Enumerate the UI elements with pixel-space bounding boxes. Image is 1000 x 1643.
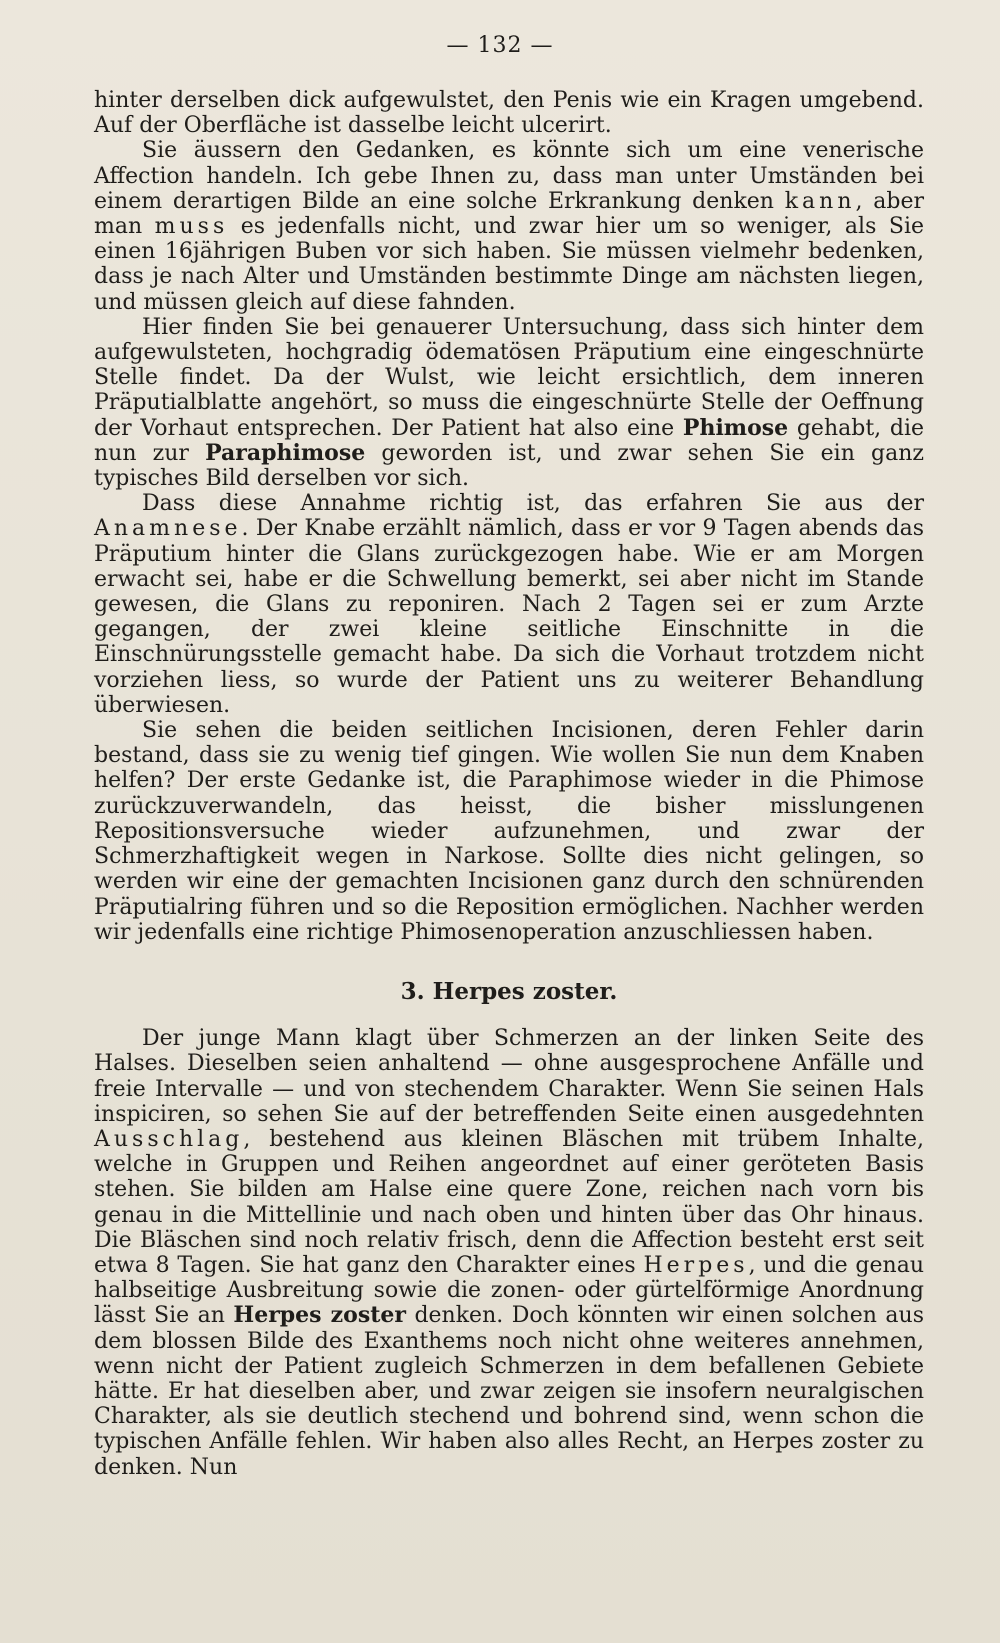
paragraph: Sie äussern den Gedanken, es könnte sich um eine venerische Affection handeln. Ich gebe Ihnen zu, dass man unter Umständen bei einem derartigen Bilde an eine solche Erkrankung denken kann, aber man muss es jedenfalls nicht, und zwar hier um so weniger, als Sie einen 16jährigen Buben vor sich haben. Sie müssen vielmehr bedenken, dass je nach Alter und Umständen bestimmte Dinge am nächsten liegen, und müssen gleich auf diese fahnden. — [94, 138, 924, 315]
body-text — [94, 88, 924, 1480]
term-bold: Paraphimose — [205, 439, 366, 466]
paragraph: Dass diese Annahme richtig ist, das erfahren Sie aus der Anamnese. Der Knabe erzählt nämlich, dass er vor 9 Tagen abends das Präputium hinter die Glans zurückgezogen habe. Wie er am Morgen erwacht sei, habe er die Schwellung bemerkt, sei aber nicht im Stande gewesen, die Glans zu reponiren. Nach 2 Tagen sei er zum Arzte gegangen, der zwei kleine seitliche Einschnitte in die Einschnürungsstelle gemacht habe. Da sich die Vorhaut trotzdem nicht vorziehen liess, so wurde der Patient uns zu weiterer Behandlung überwiesen. — [94, 491, 924, 718]
term-bold: Herpes zoster — [233, 1302, 406, 1329]
paragraph: Hier finden Sie bei genauerer Untersuchung, dass sich hinter dem aufgewulsteten, hochgradig ödematösen Präputium eine eingeschnürte Stelle findet. Da der Wulst, wie leicht ersichtlich, dem inneren Präputialblatte angehört, so muss die eingeschnürte Stelle der Oeffnung der Vorhaut entsprechen. Der Patient hat also eine Phimose gehabt, die nun zur Paraphimose geworden ist, und zwar sehen Sie ein ganz typisches Bild derselben vor sich. — [94, 314, 925, 492]
emphasis-spaced: Ausschlag — [94, 1126, 244, 1152]
emphasis-spaced: kann — [784, 188, 856, 214]
emphasis-spaced: Herpes — [643, 1252, 749, 1278]
section-heading: 3. Herpes zoster. — [400, 977, 618, 1005]
paragraph: Der junge Mann klagt über Schmerzen an der linken Seite des Halses. Dieselben seien anhaltend — ohne ausgesprochene Anfälle und freie Intervalle — und von stechendem Charakter. Wenn Sie seinen Hals inspiciren, so sehen Sie auf der betreffenden Seite einen ausgedehnten Ausschlag, bestehend aus kleinen Bläschen mit trübem Inhalte, welche in Gruppen und Reihen angeordnet auf einer geröteten Basis stehen. Sie bilden am Halse eine quere Zone, reichen nach vorn bis genau in die Mittellinie und nach oben und hinten über das Ohr hinaus. Die Bläschen sind noch relativ frisch, denn die Affection besteht erst seit etwa 8 Tagen. Sie hat ganz den Charakter eines Herpes, und die genau halbseitige Ausbreitung sowie die zonen- oder gürtelförmige Anordnung lässt Sie an Herpes zoster denken. Doch könnten wir einen solchen aus dem blossen Bilde des Exanthems noch nicht ohne weiteres annehmen, wenn nicht der Patient zugleich Schmerzen in dem befallenen Gebiete hätte. Er hat dieselben aber, und zwar zeigen sie insofern neuralgischen Charakter, als sie deutlich stechend und bohrend sind, wenn schon die typischen Anfälle fehlen. Wir haben also alles Recht, an Herpes zoster zu denken. Nun — [94, 1026, 924, 1480]
page-number: — 132 — — [446, 33, 554, 58]
emphasis-spaced: Anamnese — [94, 516, 242, 542]
paragraph: hinter derselben dick aufgewulstet, den Penis wie ein Kragen umgebend. Auf der Oberfläche ist dasselbe leicht ulcerirt. — [94, 88, 924, 139]
emphasis-spaced: muss — [154, 214, 229, 240]
term-bold: Phimose — [682, 414, 789, 441]
paragraph: Sie sehen die beiden seitlichen Incisionen, deren Fehler darin bestand, dass sie zu wenig tief gingen. Wie wollen Sie nun dem Knaben helfen? Der erste Gedanke ist, die Paraphimose wieder in die Phimose zurückzuverwandeln, das heisst, die bisher misslungenen Repositionsversuche wieder aufzunehmen, und zwar der Schmerzhaftigkeit wegen in Narkose. Sollte dies nicht gelingen, so werden wir eine der gemachten Incisionen ganz durch den schnürenden Präputialring führen und so die Reposition ermöglichen. Nachher werden wir jedenfalls eine richtige Phimosenoperation anzuschliessen haben. — [94, 718, 924, 945]
